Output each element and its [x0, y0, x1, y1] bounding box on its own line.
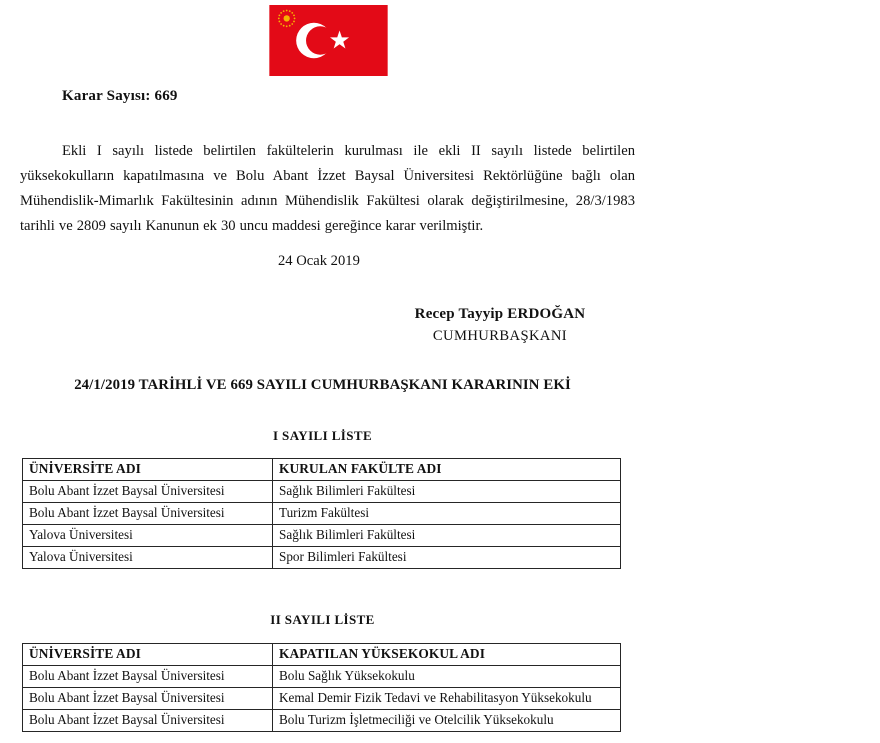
signer-name: Recep Tayyip ERDOĞAN: [414, 306, 586, 322]
cell-university: Bolu Abant İzzet Baysal Üniversitesi: [23, 481, 273, 503]
cell-faculty: Sağlık Bilimleri Fakültesi: [273, 481, 621, 503]
turkish-flag: [269, 5, 388, 76]
table-header-row: [23, 644, 621, 666]
cell-university: Bolu Abant İzzet Baysal Üniversitesi: [23, 666, 273, 688]
cell-school: Bolu Turizm İşletmeciliği ve Otelcilik Yüksekokulu: [273, 710, 621, 732]
column-header-university: ÜNİVERSİTE ADI: [23, 644, 273, 666]
table-row: [23, 525, 621, 547]
crescent-inner: [306, 26, 334, 54]
list-two-title: II SAYILI LİSTE: [270, 612, 375, 627]
cell-university: Bolu Abant İzzet Baysal Üniversitesi: [23, 503, 273, 525]
signer-title: CUMHURBAŞKANI: [432, 328, 568, 344]
column-header-faculty: KURULAN FAKÜLTE ADI: [273, 459, 621, 481]
cell-university: Bolu Abant İzzet Baysal Üniversitesi: [23, 710, 273, 732]
column-header-school: KAPATILAN YÜKSEKOKUL ADI: [273, 644, 621, 666]
decree-date: 24 Ocak 2019: [278, 253, 360, 269]
annex-heading: 24/1/2019 TARİHLİ VE 669 SAYILI CUMHURBAŞKANI KARARININ EKİ: [74, 377, 571, 393]
cell-university: Yalova Üniversitesi: [23, 547, 273, 569]
table-row: [23, 503, 621, 525]
signature-block: [315, 303, 685, 347]
cell-faculty: Sağlık Bilimleri Fakültesi: [273, 525, 621, 547]
list-one-table: [22, 458, 621, 569]
cell-school: Bolu Sağlık Yüksekokulu: [273, 666, 621, 688]
cell-university: Bolu Abant İzzet Baysal Üniversitesi: [23, 688, 273, 710]
list-one-title: I SAYILI LİSTE: [272, 428, 373, 443]
table-row: [23, 710, 621, 732]
table-row: [23, 666, 621, 688]
cell-faculty: Spor Bilimleri Fakültesi: [273, 547, 621, 569]
table-header-row: [23, 459, 621, 481]
decision-number: Karar Sayısı: 669: [62, 88, 178, 104]
table-row: [23, 547, 621, 569]
table-row: [23, 688, 621, 710]
table-row: [23, 481, 621, 503]
cell-school: Kemal Demir Fizik Tedavi ve Rehabilitasyon Yüksekokulu: [273, 688, 621, 710]
cell-faculty: Turizm Fakültesi: [273, 503, 621, 525]
list-two-table: [22, 643, 621, 732]
decree-body-text: Ekli I sayılı listede belirtilen fakültelerin kurulması ile ekli II sayılı listede belirtilen yüksekokulların kapatılmasına ve Bolu Abant İzzet Baysal Üniversitesi Rektörlüğüne bağlı olan Mühendislik-Mimarlık Fakültesinin adının Mühendislik Fakültesi olarak değiştirilmesine, 28/3/1983 tarihli ve 2809 sayılı Kanunun ek 30 uncu maddesi gereğince karar verilmiştir.: [20, 142, 635, 234]
column-header-university: ÜNİVERSİTE ADI: [23, 459, 273, 481]
cell-university: Yalova Üniversitesi: [23, 525, 273, 547]
